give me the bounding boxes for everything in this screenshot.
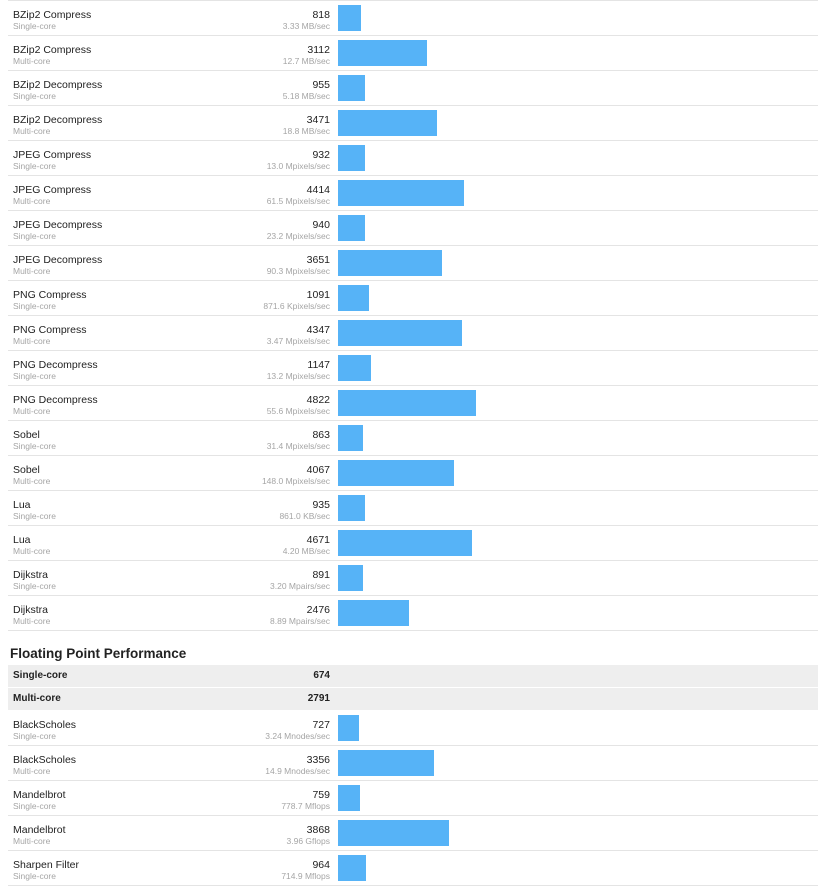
benchmark-score: 4671 bbox=[306, 534, 330, 546]
summary-row-multi-core bbox=[8, 688, 818, 711]
benchmark-score: 727 bbox=[312, 719, 330, 731]
score-bar bbox=[338, 355, 371, 381]
benchmark-name: Sharpen Filter bbox=[13, 859, 79, 871]
benchmark-mode: Multi-core bbox=[13, 836, 51, 846]
summary-value: 2791 bbox=[307, 693, 330, 704]
benchmark-mode: Single-core bbox=[13, 21, 56, 31]
benchmark-row bbox=[8, 1, 818, 36]
score-bar bbox=[338, 250, 442, 276]
benchmark-rate: 8.89 Mpairs/sec bbox=[270, 616, 330, 626]
benchmark-name: BlackScholes bbox=[13, 754, 77, 766]
benchmark-row bbox=[8, 36, 818, 71]
benchmark-mode: Multi-core bbox=[13, 546, 51, 556]
benchmark-row bbox=[8, 816, 818, 851]
benchmark-rate: 14.9 Mnodes/sec bbox=[265, 766, 330, 776]
summary-label: Multi-core bbox=[13, 693, 61, 704]
benchmark-row bbox=[8, 711, 818, 746]
score-bar bbox=[338, 75, 365, 101]
score-bar bbox=[338, 215, 365, 241]
benchmark-score: 964 bbox=[312, 859, 330, 871]
benchmark-row bbox=[8, 211, 818, 246]
benchmark-mode: Single-core bbox=[13, 161, 56, 171]
score-bar bbox=[338, 750, 434, 776]
benchmark-name: JPEG Decompress bbox=[13, 219, 103, 231]
benchmark-rate: 5.18 MB/sec bbox=[282, 91, 330, 101]
benchmark-mode: Multi-core bbox=[13, 406, 51, 416]
benchmark-rate: 3.47 Mpixels/sec bbox=[266, 336, 330, 346]
benchmark-mode: Single-core bbox=[13, 231, 56, 241]
benchmark-rate: 90.3 Mpixels/sec bbox=[266, 266, 330, 276]
benchmark-rate: 31.4 Mpixels/sec bbox=[266, 441, 330, 451]
benchmark-name: Dijkstra bbox=[13, 604, 49, 616]
score-bar bbox=[338, 425, 363, 451]
benchmark-score: 1147 bbox=[307, 359, 330, 371]
benchmark-name: PNG Decompress bbox=[13, 359, 98, 371]
benchmark-row bbox=[8, 281, 818, 316]
benchmark-rate: 3.96 Gflops bbox=[286, 836, 330, 846]
benchmark-rate: 778.7 Mflops bbox=[281, 801, 330, 811]
benchmark-score: 940 bbox=[312, 219, 330, 231]
benchmark-name: JPEG Decompress bbox=[13, 254, 103, 266]
integer-results-list bbox=[0, 1, 820, 631]
score-bar bbox=[338, 40, 427, 66]
benchmark-rate: 23.2 Mpixels/sec bbox=[266, 231, 330, 241]
benchmark-score: 759 bbox=[312, 789, 330, 801]
benchmark-rate: 861.0 KB/sec bbox=[279, 511, 330, 521]
benchmark-name: BZip2 Decompress bbox=[13, 79, 103, 91]
benchmark-mode: Single-core bbox=[13, 581, 56, 591]
benchmark-row bbox=[8, 456, 818, 491]
section-title-floating-point: Floating Point Performance bbox=[10, 646, 187, 661]
benchmark-rate: 714.9 Mflops bbox=[281, 871, 330, 881]
benchmark-score: 3356 bbox=[306, 754, 330, 766]
benchmark-rate: 148.0 Mpixels/sec bbox=[261, 476, 330, 486]
benchmark-score: 818 bbox=[312, 9, 330, 21]
benchmark-mode: Multi-core bbox=[13, 616, 51, 626]
benchmark-score: 4347 bbox=[306, 324, 330, 336]
benchmark-row bbox=[8, 176, 818, 211]
benchmark-score: 4067 bbox=[306, 464, 330, 476]
benchmark-rate: 13.0 Mpixels/sec bbox=[266, 161, 330, 171]
benchmark-rate: 3.33 MB/sec bbox=[282, 21, 330, 31]
score-bar bbox=[338, 785, 360, 811]
score-bar bbox=[338, 5, 361, 31]
benchmark-score: 863 bbox=[312, 429, 330, 441]
benchmark-name: Lua bbox=[13, 499, 31, 511]
score-bar bbox=[338, 285, 369, 311]
benchmark-mode: Single-core bbox=[13, 301, 56, 311]
benchmark-row bbox=[8, 851, 818, 886]
benchmark-mode: Multi-core bbox=[13, 266, 51, 276]
benchmark-name: PNG Compress bbox=[13, 289, 87, 301]
score-bar bbox=[338, 145, 365, 171]
benchmark-rate: 3.24 Mnodes/sec bbox=[265, 731, 330, 741]
benchmark-name: JPEG Compress bbox=[13, 184, 92, 196]
benchmark-score: 3868 bbox=[306, 824, 330, 836]
benchmark-row bbox=[8, 596, 818, 631]
floating-point-results-list bbox=[0, 711, 820, 886]
benchmark-row bbox=[8, 141, 818, 176]
summary-value: 674 bbox=[313, 670, 330, 681]
score-bar bbox=[338, 600, 409, 626]
score-bar bbox=[338, 715, 359, 741]
benchmark-row bbox=[8, 561, 818, 596]
benchmark-mode: Multi-core bbox=[13, 196, 51, 206]
benchmark-mode: Multi-core bbox=[13, 766, 51, 776]
benchmark-mode: Single-core bbox=[13, 801, 56, 811]
benchmark-score: 3471 bbox=[306, 114, 330, 126]
benchmark-name: PNG Decompress bbox=[13, 394, 98, 406]
benchmark-row bbox=[8, 491, 818, 526]
benchmark-mode: Multi-core bbox=[13, 336, 51, 346]
score-bar bbox=[338, 495, 365, 521]
benchmark-score: 932 bbox=[312, 149, 330, 161]
benchmark-name: BZip2 Compress bbox=[13, 9, 92, 21]
benchmark-mode: Single-core bbox=[13, 441, 56, 451]
benchmark-score: 3651 bbox=[306, 254, 330, 266]
benchmark-row bbox=[8, 421, 818, 456]
benchmark-row bbox=[8, 781, 818, 816]
benchmark-name: JPEG Compress bbox=[13, 149, 92, 161]
score-bar bbox=[338, 855, 366, 881]
benchmark-row bbox=[8, 106, 818, 141]
summary-label: Single-core bbox=[13, 670, 68, 681]
benchmark-row bbox=[8, 746, 818, 781]
score-bar bbox=[338, 565, 363, 591]
score-bar bbox=[338, 820, 449, 846]
benchmark-row bbox=[8, 351, 818, 386]
score-bar bbox=[338, 530, 472, 556]
benchmark-score: 935 bbox=[312, 499, 330, 511]
benchmark-name: BZip2 Decompress bbox=[13, 114, 103, 126]
benchmark-rate: 4.20 MB/sec bbox=[282, 546, 330, 556]
benchmark-rate: 12.7 MB/sec bbox=[282, 56, 330, 66]
benchmark-rate: 61.5 Mpixels/sec bbox=[266, 196, 330, 206]
benchmark-row bbox=[8, 386, 818, 421]
benchmark-row bbox=[8, 316, 818, 351]
benchmark-mode: Multi-core bbox=[13, 126, 51, 136]
benchmark-mode: Single-core bbox=[13, 511, 56, 521]
benchmark-score: 4414 bbox=[306, 184, 330, 196]
benchmark-row bbox=[8, 526, 818, 561]
score-bar bbox=[338, 110, 437, 136]
benchmark-name: PNG Compress bbox=[13, 324, 87, 336]
benchmark-name: Dijkstra bbox=[13, 569, 49, 581]
benchmark-name: Lua bbox=[13, 534, 31, 546]
benchmark-name: BlackScholes bbox=[13, 719, 77, 731]
benchmark-score: 891 bbox=[312, 569, 330, 581]
summary-row-single-core bbox=[8, 665, 818, 688]
benchmark-row bbox=[8, 71, 818, 106]
benchmark-mode: Multi-core bbox=[13, 476, 51, 486]
score-bar bbox=[338, 460, 454, 486]
benchmark-mode: Single-core bbox=[13, 91, 56, 101]
benchmark-name: Sobel bbox=[13, 464, 40, 476]
score-bar bbox=[338, 320, 462, 346]
benchmark-name: BZip2 Compress bbox=[13, 44, 92, 56]
benchmark-rate: 3.20 Mpairs/sec bbox=[270, 581, 330, 591]
benchmark-mode: Single-core bbox=[13, 731, 56, 741]
benchmark-score: 1091 bbox=[306, 289, 330, 301]
benchmark-score: 2476 bbox=[306, 604, 330, 616]
benchmark-rate: 871.6 Kpixels/sec bbox=[263, 301, 330, 311]
benchmark-name: Sobel bbox=[13, 429, 40, 441]
benchmark-name: Mandelbrot bbox=[13, 824, 66, 836]
benchmark-score: 955 bbox=[312, 79, 330, 91]
benchmark-mode: Single-core bbox=[13, 871, 56, 881]
score-bar bbox=[338, 390, 476, 416]
benchmark-rate: 13.2 Mpixels/sec bbox=[266, 371, 330, 381]
benchmark-rate: 18.8 MB/sec bbox=[282, 126, 330, 136]
benchmark-score: 4822 bbox=[306, 394, 330, 406]
benchmark-mode: Single-core bbox=[13, 371, 56, 381]
benchmark-row bbox=[8, 246, 818, 281]
benchmark-name: Mandelbrot bbox=[13, 789, 66, 801]
benchmark-rate: 55.6 Mpixels/sec bbox=[266, 406, 330, 416]
benchmark-score: 3112 bbox=[307, 44, 330, 56]
benchmark-mode: Multi-core bbox=[13, 56, 51, 66]
score-bar bbox=[338, 180, 464, 206]
